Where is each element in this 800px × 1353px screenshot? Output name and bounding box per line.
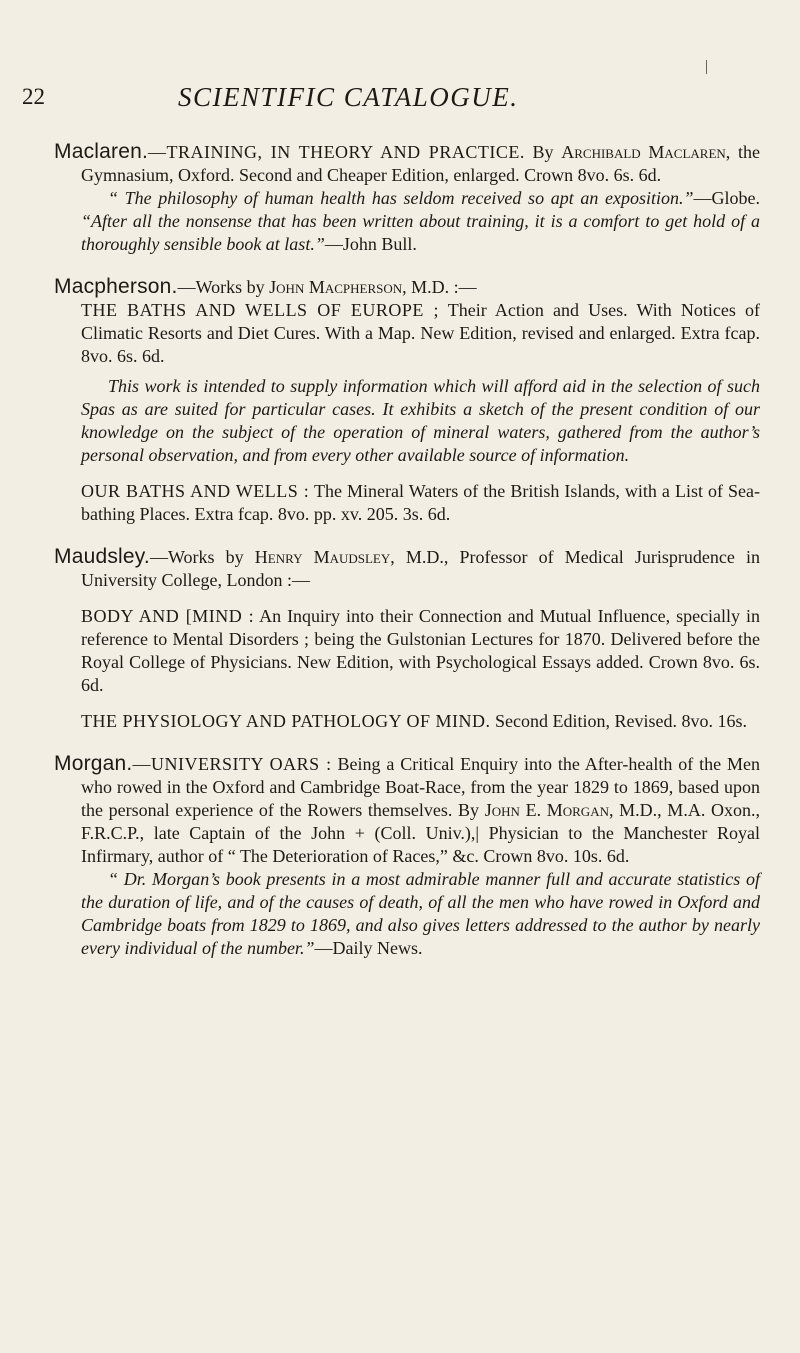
book-title: THE BATHS AND WELLS OF EUROPE ;	[81, 300, 439, 320]
book-description: An Inquiry into their Connection and Mutual Influence, specially in reference to Mental Disorders ; being the Gulstonian Lectures for 1870. Delivered before the Royal College of Physicians. New Edition, with Psychological Essays added. Crown 8vo. 6s. 6d.	[81, 606, 760, 695]
author-full-name: Henry Maudsley,	[254, 547, 395, 567]
work-item	[81, 299, 760, 368]
edition-details: the Gymnasium, Oxford. Second and Cheaper Edition, enlarged. Crown 8vo. 6s. 6d.	[81, 142, 760, 185]
book-title: BODY AND [MIND :	[81, 606, 255, 626]
review-quote: “After all the nonsense that has been written about training, it is a comfort to get hold of a thoroughly sensible book at last.”	[81, 211, 760, 254]
author-name: Maclaren.	[54, 140, 149, 163]
page-number: 22	[22, 84, 45, 109]
entry-heading	[54, 275, 760, 299]
book-title: —UNIVERSITY OARS :	[132, 754, 332, 774]
entry-morgan	[54, 752, 760, 960]
book-description: Their Action and Uses. With Notices of Climatic Resorts and Diet Cures. With a Map. New Edition, revised and enlarged. Extra fcap. 8vo. 6s. 6d.	[81, 300, 761, 366]
author-credentials: M.D., M.A. Oxon., F.R.C.P., late Captain of the John + (Coll. Univ.),| Physician to the Manchester Royal Infirmary, author of “ The Deterioration of Races,” &c. Crown 8vo. 10s. 6d.	[81, 800, 760, 866]
author-full-name: John Macpherson,	[269, 277, 407, 297]
book-blurb: This work is intended to supply information which will afford aid in the selection of such Spas as are suited for particular cases. It exhibits a sketch of the present condition of our knowledge on the subject of the operation of mineral waters, gathered from the author’s personal observation, and from every other available source of information.	[81, 376, 760, 465]
entry-macpherson	[54, 275, 760, 526]
review-quote: “ The philosophy of human health has seldom received so apt an exposition.”	[108, 188, 694, 208]
review-quote: “ Dr. Morgan’s book presents in a most admirable manner full and accurate statistics of the duration of life, and of the causes of death, of all the men who have rowed in Oxford and Cambridge boats from 1829 to 1869, and also gives letters addressed to the author by nearly every individual of the number.”	[81, 869, 760, 958]
page-header	[22, 82, 722, 118]
book-description: The Mineral Waters of the British Islands, with a List of Sea-bathing Places. Extra fcap. 8vo. pp. xv. 205. 3s. 6d.	[81, 481, 760, 524]
work-item	[81, 605, 760, 697]
by-text: By	[532, 142, 562, 162]
works-intro-rest: M.D. :—	[406, 277, 477, 297]
scan-mark	[706, 60, 707, 74]
review-source: —Daily News.	[314, 938, 423, 958]
works-intro-rest: M.D., Professor of Medical Jurisprudence in University College, London :—	[81, 547, 761, 590]
work-item	[81, 710, 760, 733]
works-intro: —Works by	[177, 277, 270, 297]
author-full-name: John E. Morgan,	[484, 800, 614, 820]
author-full-name: Archibald Maclaren,	[561, 142, 731, 162]
review-quotes	[81, 868, 760, 960]
book-description: Second Edition, Revised. 8vo. 16s.	[490, 711, 748, 731]
review-source: —John Bull.	[324, 234, 417, 254]
entry-heading	[54, 545, 761, 592]
book-title: —TRAINING, IN THEORY AND PRACTICE.	[148, 142, 525, 162]
book-title: THE PHYSIOLOGY AND PATHOLOGY OF MIND.	[81, 711, 491, 731]
work-item	[81, 480, 760, 526]
author-name: Morgan.	[54, 752, 133, 775]
works-intro: —Works by	[149, 547, 255, 567]
entry-maclaren	[54, 140, 760, 256]
running-title: SCIENTIFIC CATALOGUE.	[178, 82, 519, 112]
catalogue-column	[54, 140, 760, 979]
review-source: —Globe.	[693, 188, 760, 208]
author-name: Maudsley.	[54, 545, 150, 568]
book-title: OUR BATHS AND WELLS :	[81, 481, 310, 501]
book-description: Being a Critical Enquiry into the After-health of the Men who rowed in the Oxford and Cambridge Boat-Race, from the year 1829 to 1869, based upon the personal experience of the Rowers themselves. By	[81, 754, 760, 820]
entry-heading	[54, 752, 760, 868]
entry-maudsley	[54, 545, 760, 733]
review-quotes	[81, 187, 760, 256]
author-name: Macpherson.	[54, 275, 178, 298]
entry-heading	[54, 140, 760, 187]
